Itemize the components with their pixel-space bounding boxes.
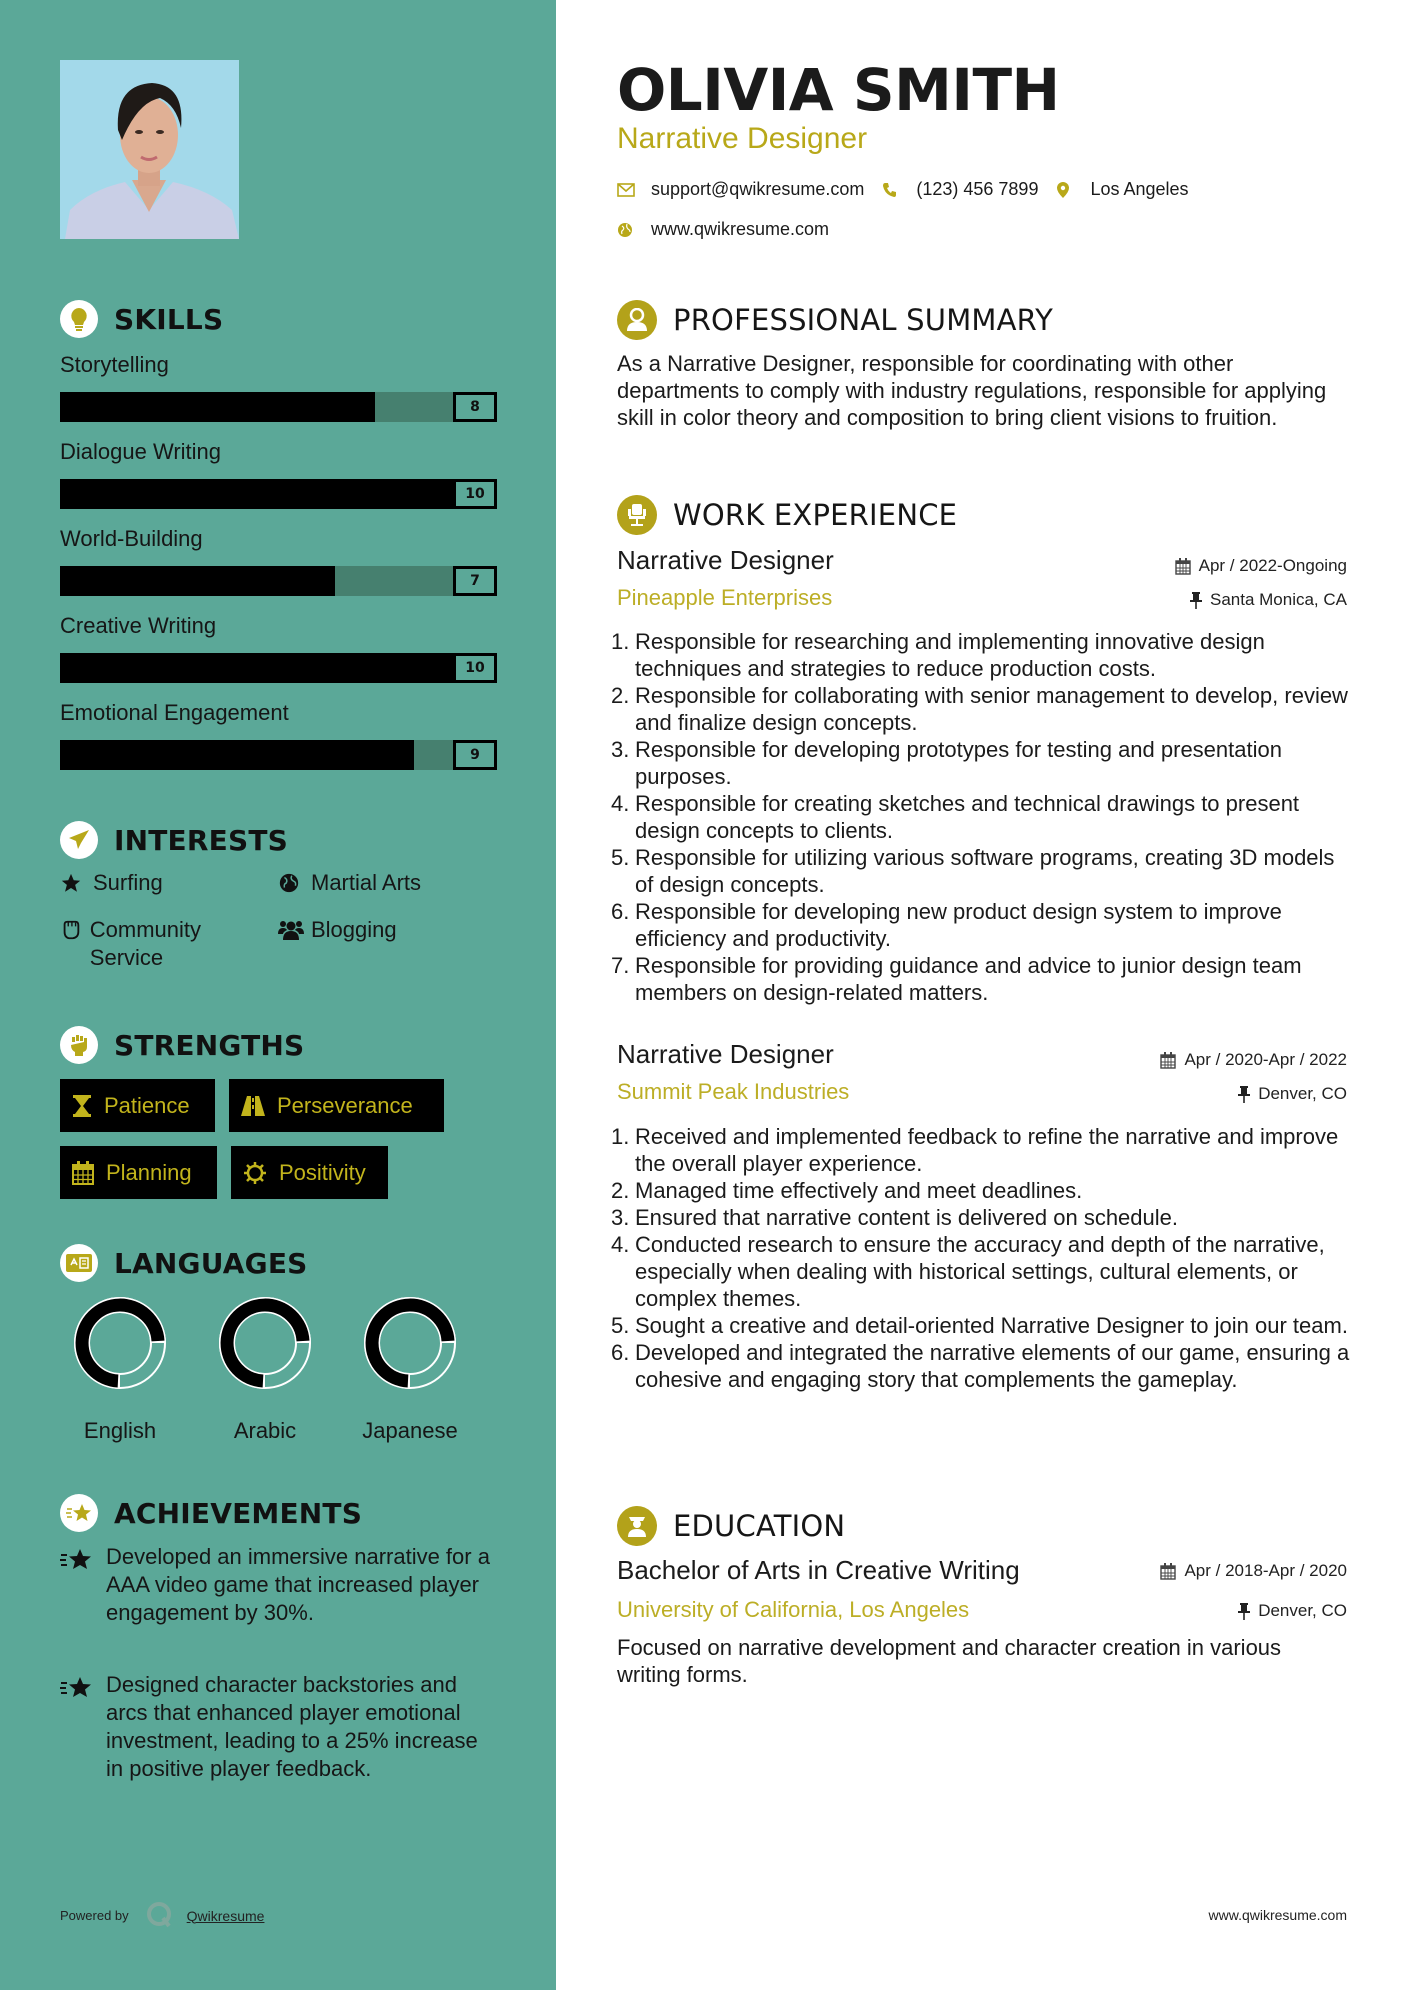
skills-header xyxy=(60,300,223,338)
strength-planning xyxy=(60,1146,217,1199)
skill-value: 7 xyxy=(453,566,497,596)
graduate-icon xyxy=(617,1506,657,1546)
skills-title: SKILLS xyxy=(114,302,224,336)
raised-fist-icon xyxy=(60,1026,98,1064)
job-duties xyxy=(611,628,1352,1006)
qwikresume-link[interactable]: Qwikresume xyxy=(186,1907,265,1924)
sidebar xyxy=(0,0,556,1990)
summary-title: PROFESSIONAL SUMMARY xyxy=(673,303,1054,337)
duty-item: 3. Ensured that narrative content is delivered on schedule. xyxy=(611,1205,1178,1230)
skill-label: Creative Writing xyxy=(60,613,217,638)
experience-header xyxy=(617,495,957,535)
sun-icon xyxy=(243,1161,267,1185)
pushpin-icon xyxy=(1238,1603,1250,1620)
road-icon xyxy=(241,1096,265,1116)
experience-title: WORK EXPERIENCE xyxy=(673,498,958,532)
skill-bar xyxy=(60,479,497,509)
contact-row xyxy=(617,179,1189,200)
interest-blogging xyxy=(278,916,397,944)
language-english xyxy=(60,1296,180,1444)
skill-bar xyxy=(60,740,497,770)
interest-label: Surfing xyxy=(93,870,163,895)
strength-patience xyxy=(60,1079,215,1132)
language-japanese xyxy=(350,1296,470,1444)
fist-icon xyxy=(60,916,87,944)
skill-fill xyxy=(60,566,335,596)
language-card-icon xyxy=(60,1244,98,1282)
achievement-item xyxy=(60,1671,500,1783)
language-arabic xyxy=(205,1296,325,1444)
language-label: Arabic xyxy=(233,1418,297,1443)
skill-value: 10 xyxy=(453,653,497,683)
website[interactable]: www.qwikresume.com xyxy=(651,219,830,239)
duty-item: 1. Responsible for researching and implementing innovative design techniques and strategies to reduce production costs. xyxy=(611,629,1265,681)
job-dates xyxy=(1160,1050,1347,1070)
strength-label: Planning xyxy=(106,1159,192,1185)
location: Los Angeles xyxy=(1090,179,1189,199)
phone-icon xyxy=(882,182,916,198)
user-icon xyxy=(617,300,657,340)
skill-label: Emotional Engagement xyxy=(60,700,289,725)
duty-item: 5. Responsible for utilizing various software programs, creating 3D models of design concepts. xyxy=(611,845,1335,897)
phone[interactable]: (123) 456 7899 xyxy=(916,179,1039,199)
strength-perseverance xyxy=(229,1079,444,1132)
calendar-icon xyxy=(72,1161,94,1185)
achievement-item xyxy=(60,1543,500,1627)
job-title: Narrative Designer xyxy=(617,545,834,575)
skill-world-building xyxy=(60,524,497,596)
calendar-icon xyxy=(1160,1563,1176,1580)
skill-dialogue-writing xyxy=(60,437,497,509)
language-ring xyxy=(73,1296,167,1390)
interest-label: Martial Arts xyxy=(311,870,422,895)
candidate-name: OLIVIA SMITH xyxy=(617,56,1060,124)
powered-by-label: Powered by xyxy=(60,1908,129,1923)
education-dates-text: Apr / 2018-Apr / 2020 xyxy=(1184,1561,1347,1580)
strength-label: Perseverance xyxy=(277,1092,413,1118)
strength-label: Patience xyxy=(104,1092,190,1118)
language-ring xyxy=(363,1296,457,1390)
interest-community-service xyxy=(60,916,260,972)
office-chair-icon xyxy=(617,495,657,535)
achievements-header xyxy=(60,1494,362,1532)
skill-fill xyxy=(60,653,497,683)
footer-url[interactable]: www.qwikresume.com xyxy=(1208,1907,1347,1923)
skill-creative-writing xyxy=(60,611,497,683)
language-label: Japanese xyxy=(362,1418,458,1443)
strengths-header xyxy=(60,1026,304,1064)
calendar-icon xyxy=(1175,558,1191,575)
pushpin-icon xyxy=(1190,592,1202,609)
job-dates-text: Apr / 2020-Apr / 2022 xyxy=(1184,1050,1347,1069)
job-location-text: Santa Monica, CA xyxy=(1209,590,1347,609)
language-label: English xyxy=(83,1418,157,1443)
duty-item: 3. Responsible for developing prototypes for testing and presentation purposes. xyxy=(611,737,1282,789)
star-icon xyxy=(60,869,90,897)
globe-icon xyxy=(278,869,308,897)
calendar-icon xyxy=(1160,1052,1176,1069)
summary-text: As a Narrative Designer, responsible for coordinating with other departments to comply with industry regulations, responsible for applying skill in color theory and composition to bring client visions to fruition. xyxy=(617,351,1327,430)
shooting-star-icon xyxy=(60,1671,106,1783)
interest-martial-arts xyxy=(278,869,421,897)
duty-item: 2. Managed time effectively and meet deadlines. xyxy=(611,1178,1083,1203)
map-pin-icon xyxy=(1056,181,1090,199)
education-description: Focused on narrative development and character creation in various writing forms. xyxy=(617,1635,1282,1687)
strength-label: Positivity xyxy=(279,1159,366,1185)
powered-by xyxy=(60,1900,264,1931)
achievement-text: Designed character backstories and arcs that enhanced player emotional investment, leading to a 25% increase in positive player feedback. xyxy=(106,1672,478,1781)
interests-header xyxy=(60,821,288,859)
achievement-text: Developed an immersive narrative for a AAA video game that increased player engagement by 30%. xyxy=(106,1544,490,1625)
skill-value: 9 xyxy=(453,740,497,770)
interests-title: INTERESTS xyxy=(114,823,288,857)
job-title: Narrative Designer xyxy=(617,1039,834,1069)
duty-item: 5. Sought a creative and detail-oriented Narrative Designer to join our team. xyxy=(611,1313,1348,1338)
job-company: Pineapple Enterprises xyxy=(617,585,833,610)
shooting-star-icon xyxy=(60,1543,106,1627)
education-location xyxy=(1238,1601,1347,1621)
language-ring xyxy=(218,1296,312,1390)
skill-label: World-Building xyxy=(60,526,203,551)
skill-emotional-engagement xyxy=(60,698,497,770)
education-title: EDUCATION xyxy=(673,1509,846,1543)
interest-label: Blogging xyxy=(311,917,397,942)
email[interactable]: support@qwikresume.com xyxy=(651,179,865,199)
pushpin-icon xyxy=(1238,1086,1250,1103)
duty-item: 4. Conducted research to ensure the accuracy and depth of the narrative, especially when dealing with historical settings, cultural elements, or complex themes. xyxy=(611,1232,1325,1311)
job-location xyxy=(1190,590,1347,610)
skill-value: 8 xyxy=(453,392,497,422)
skill-storytelling xyxy=(60,350,497,422)
interest-surfing xyxy=(60,869,163,897)
strengths-title: STRENGTHS xyxy=(114,1028,305,1062)
interest-label: Community Service xyxy=(89,917,202,970)
skill-fill xyxy=(60,392,375,422)
languages-title: LANGUAGES xyxy=(114,1246,308,1280)
job-location xyxy=(1238,1084,1347,1104)
duty-item: 1. Received and implemented feedback to refine the narrative and improve the overall player experience. xyxy=(611,1124,1339,1176)
education-dates xyxy=(1160,1561,1347,1581)
lightbulb-icon xyxy=(60,300,98,338)
job-duties xyxy=(611,1123,1352,1393)
education-location-text: Denver, CO xyxy=(1258,1601,1347,1620)
strength-positivity xyxy=(231,1146,388,1199)
skill-bar xyxy=(60,566,497,596)
education-header xyxy=(617,1506,845,1546)
duty-item: 2. Responsible for collaborating with senior management to develop, review and finalize design concepts. xyxy=(611,683,1348,735)
website-row xyxy=(617,219,829,240)
school-name: University of California, Los Angeles xyxy=(617,1597,970,1622)
hourglass-icon xyxy=(72,1094,92,1118)
candidate-role: Narrative Designer xyxy=(617,122,868,155)
paper-plane-icon xyxy=(60,821,98,859)
profile-photo xyxy=(60,60,239,239)
skill-label: Dialogue Writing xyxy=(60,439,222,464)
globe-icon xyxy=(617,222,651,238)
qwikresume-logo-icon xyxy=(145,1900,173,1931)
skill-fill xyxy=(60,740,414,770)
duty-item: 7. Responsible for providing guidance and advice to junior design team members on design-related matters. xyxy=(611,953,1302,1005)
skill-value: 10 xyxy=(453,479,497,509)
skill-bar xyxy=(60,653,497,683)
users-icon xyxy=(278,916,308,944)
envelope-icon xyxy=(617,183,651,197)
languages-header xyxy=(60,1244,308,1282)
shooting-star-icon xyxy=(60,1494,98,1532)
duty-item: 6. Responsible for developing new product design system to improve efficiency and productivity. xyxy=(611,899,1282,951)
skill-label: Storytelling xyxy=(60,352,169,377)
achievements-title: ACHIEVEMENTS xyxy=(114,1496,363,1530)
degree-title: Bachelor of Arts in Creative Writing xyxy=(617,1555,1020,1585)
summary-header xyxy=(617,300,1053,340)
job-company: Summit Peak Industries xyxy=(617,1079,850,1104)
skill-fill xyxy=(60,479,497,509)
skill-bar xyxy=(60,392,497,422)
duty-item: 6. Developed and integrated the narrative elements of our game, ensuring a cohesive and engaging story that complements the gameplay. xyxy=(611,1340,1350,1392)
job-dates xyxy=(1175,556,1347,576)
job-location-text: Denver, CO xyxy=(1258,1084,1347,1103)
duty-item: 4. Responsible for creating sketches and technical drawings to present design concepts to clients. xyxy=(611,791,1300,843)
job-dates-text: Apr / 2022-Ongoing xyxy=(1198,556,1347,575)
